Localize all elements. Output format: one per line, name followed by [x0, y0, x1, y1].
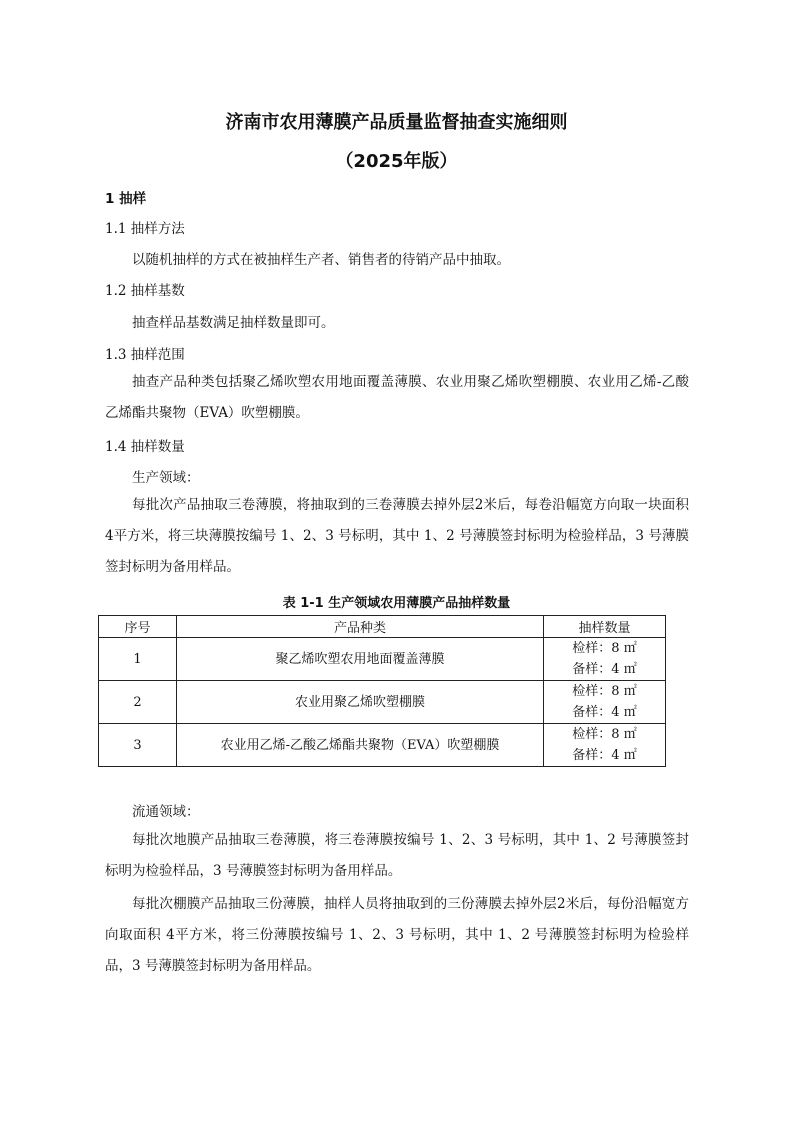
table-row [99, 724, 666, 767]
spare-qty: 备样：4 ㎡ [572, 705, 637, 720]
subsection-heading: 1.1 抽样方法 [105, 221, 185, 237]
subsection-heading: 1.2 抽样基数 [105, 283, 185, 299]
header-cell: 抽样数量 [544, 616, 666, 638]
spare-qty: 备样：4 ㎡ [572, 662, 637, 677]
table-caption: 表 1-1 生产领域农用薄膜产品抽样数量 [282, 596, 511, 611]
paragraph: 每批次棚膜产品抽取三份薄膜，抽样人员将抽取到的三份薄膜去掉外层2米后，每份沿幅宽方向取面积 4平方米，将三份薄膜按编号 1、2、3 号标明，其中 1、2 号薄膜签封标明为检验样品，3 号薄膜签封标明为备用样品。 [105, 896, 689, 974]
header-cell: 产品种类 [177, 616, 544, 638]
sampling-table [98, 615, 666, 767]
cell-product: 农业用乙烯-乙酸乙烯酯共聚物（EVA）吹塑棚膜 [177, 724, 544, 767]
cell-quantity [544, 724, 666, 767]
test-qty: 检样：8 ㎡ [572, 641, 637, 656]
section-heading: 1 抽样 [105, 191, 147, 207]
paragraph: 抽查产品种类包括聚乙烯吹塑农用地面覆盖薄膜、农业用聚乙烯吹塑棚膜、农业用乙烯-乙酸乙烯酯共聚物（EVA）吹塑棚膜。 [105, 374, 689, 421]
document-title: 济南市农用薄膜产品质量监督抽查实施细则 [225, 112, 568, 133]
paragraph-label: 生产领域： [132, 470, 200, 486]
paragraph: 每批次地膜产品抽取三卷薄膜，将三卷薄膜按编号 1、2、3 号标明，其中 1、2 号薄膜签封标明为检验样品，3 号薄膜签封标明为备用样品。 [105, 832, 689, 879]
spare-qty: 备样：4 ㎡ [572, 748, 637, 763]
table-header-row [99, 616, 666, 638]
table-row [99, 681, 666, 724]
test-qty: 检样：8 ㎡ [572, 727, 637, 742]
document-subtitle: （2025年版） [335, 151, 458, 172]
table-row [99, 638, 666, 681]
paragraph: 抽查样品基数满足抽样数量即可。 [132, 315, 335, 331]
cell-no: 1 [99, 638, 177, 681]
cell-no: 2 [99, 681, 177, 724]
cell-quantity [544, 681, 666, 724]
header-cell: 序号 [99, 616, 177, 638]
paragraph: 每批次产品抽取三卷薄膜，将抽取到的三卷薄膜去掉外层2米后，每卷沿幅宽方向取一块面积 4平方米，将三块薄膜按编号 1、2、3 号标明，其中 1、2 号薄膜签封标明为检验样品，3 号薄膜签封标明为备用样品。 [105, 497, 689, 575]
cell-product: 聚乙烯吹塑农用地面覆盖薄膜 [177, 638, 544, 681]
paragraph: 以随机抽样的方式在被抽样生产者、销售者的待销产品中抽取。 [132, 252, 510, 268]
cell-quantity [544, 638, 666, 681]
cell-no: 3 [99, 724, 177, 767]
test-qty: 检样：8 ㎡ [572, 684, 637, 699]
subsection-heading: 1.4 抽样数量 [105, 439, 185, 455]
cell-product: 农业用聚乙烯吹塑棚膜 [177, 681, 544, 724]
paragraph-label: 流通领域： [132, 804, 200, 820]
subsection-heading: 1.3 抽样范围 [105, 347, 185, 363]
